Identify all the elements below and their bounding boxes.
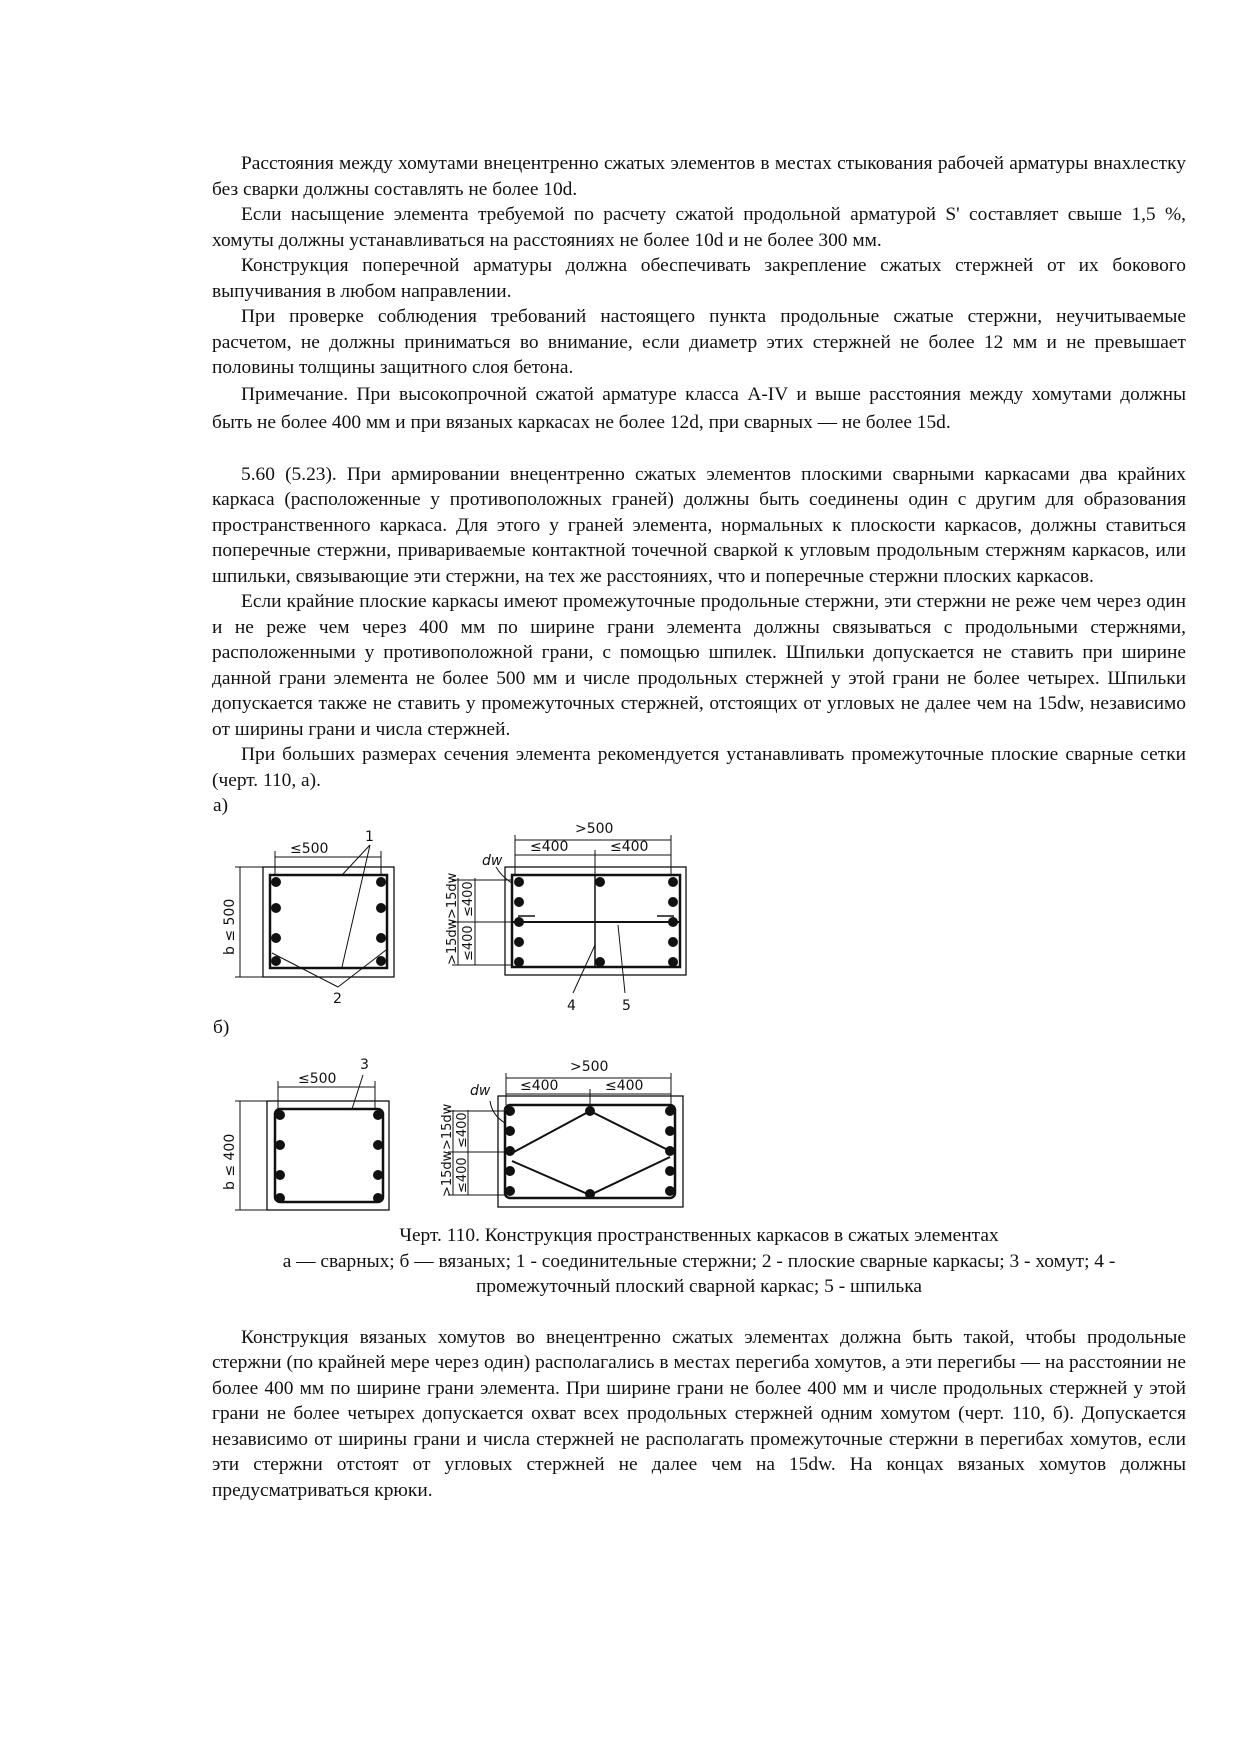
dim-h2: ≤400: [455, 1157, 470, 1193]
figure-label-a: а): [213, 795, 229, 816]
figure-110-drawing: [190, 805, 720, 1225]
callout-5: 5: [622, 998, 631, 1014]
paragraph: Если насыщение элемента требуемой по расчету сжатой продольной арматурой S' составляет свыше 1,5 %, хомуты должны устанавливаться на расстояниях не более 10d и не более 300 мм.: [212, 204, 1186, 251]
paragraph: Конструкция вязаных хомутов во внецентренно сжатых элементах должна быть такой, чтобы продольные стержни (по крайней мере через один) располагались в местах перегиба хомутов, а эти перегибы — на расстоянии не более 400 мм по ширине грани элемента. При ширине грани не более 400 мм и числе продольных стержней у этой грани не более четырех допускается охват всех продольных стержней одним хомутом (черт. 110, б). Допускается независимо от ширины грани и числа стержней не располагать промежуточные стержни в перегибах хомутов, если эти стержни отстоят от угловых стержней не далее чем на 15dw. На концах вязаных хомутов должны предусматриваться крюки.: [212, 1326, 1186, 1501]
dim-width: ≤500: [298, 1071, 337, 1087]
figure-label-b: б): [213, 1017, 230, 1038]
dim-span-2: ≤400: [605, 1078, 644, 1094]
section-b-left: [222, 1057, 389, 1210]
callout-3: 3: [360, 1057, 369, 1073]
dim-h2: ≤400: [461, 925, 476, 961]
dw-label: dw: [482, 853, 503, 869]
paragraph: При проверке соблюдения требований настоящего пункта продольные сжатые стержни, неучитываемые расчетом, не должны приниматься во внимание, если диаметр этих стержней не более 12 мм и не превышает половины толщины защитного слоя бетона.: [212, 306, 1186, 378]
paragraph: Конструкция поперечной арматуры должна обеспечивать закрепление сжатых стержней от их бокового выпучивания в любом направлении.: [212, 255, 1186, 302]
dim-v2: >15dw: [440, 1150, 455, 1197]
callout-1: 1: [365, 829, 374, 845]
dim-total: >500: [575, 821, 614, 837]
caption-legend: а — сварных; б — вязаных; 1 - соединительные стержни; 2 - плоские сварные каркасы; 3 - хомут; 4 - промежуточный плоский сварной каркас; 5 - шпилька: [282, 1250, 1116, 1297]
page-content: [212, 151, 1186, 1503]
paragraph: Расстояния между хомутами внецентренно сжатых элементов в местах стыкования рабочей арматуры внахлестку без сварки должны составлять не более 10d.: [212, 153, 1186, 200]
dim-v2: >15dw: [445, 918, 460, 965]
dim-h1: ≤400: [455, 1112, 470, 1148]
paragraph: Если крайние плоские каркасы имеют промежуточные продольные стержни, эти стержни не реже чем через один и не реже чем через 400 мм по ширине грани элемента должны связываться с продольными стержнями, расположенными у противоположной грани, с помощью шпилек. Шпильки допускается не ставить при ширине данной грани элемента не более 500 мм и числе продольных стержней у этой грани не более четырех. Шпильки допускается также не ставить у промежуточных стержней, отстоящих от угловых не далее чем на 15dw, независимо от ширины грани и числа стержней.: [212, 591, 1186, 740]
dw-label: dw: [470, 1083, 491, 1099]
bottom-text: [212, 1325, 1186, 1504]
dim-width: ≤500: [290, 841, 329, 857]
paragraph: При больших размерах сечения элемента рекомендуется устанавливать промежуточные плоские сварные сетки (черт. 110, а).: [212, 744, 1186, 791]
section-a-right: [445, 821, 686, 1014]
note-paragraph: Примечание. При высокопрочной сжатой арматуре класса A-IV и выше расстояния между хомутами должны быть не более 400 мм и при вязаных каркасах не более 12d, при сварных — не более 15d.: [212, 383, 1186, 433]
dim-height: b ≤ 500: [222, 898, 238, 955]
dim-span-1: ≤400: [520, 1078, 559, 1094]
dim-v1: >15dw: [445, 872, 460, 919]
callout-2: 2: [333, 991, 342, 1007]
dim-h1: ≤400: [461, 881, 476, 917]
section-b-right: [440, 1059, 683, 1207]
dim-v1: >15dw: [440, 1103, 455, 1150]
paragraph: 5.60 (5.23). При армировании внецентренно сжатых элементов плоскими сварными каркасами два крайних каркаса (расположенные у противоположных граней) должны быть соединены один с другим для образования пространственного каркаса. Для этого у граней элемента, нормальных к плоскости каркасов, должны ставиться поперечные стержни, привариваемые контактной точечной сваркой к угловым продольным стержням каркасов, или шпильки, связывающие эти стержни, на тех же расстояниях, что и поперечные стержни плоских каркасов.: [212, 463, 1186, 587]
top-text: [212, 151, 1186, 793]
callout-4: 4: [567, 998, 576, 1014]
figure-110: [212, 793, 1186, 1223]
section-a-left: [222, 829, 394, 1007]
dim-total: >500: [570, 1059, 609, 1075]
dim-height: b ≤ 400: [222, 1133, 238, 1190]
figure-caption: [212, 1223, 1186, 1300]
dim-span-1: ≤400: [530, 839, 569, 855]
dim-span-2: ≤400: [610, 839, 649, 855]
caption-title: Черт. 110. Конструкция пространственных каркасов в сжатых элементах: [399, 1225, 999, 1246]
